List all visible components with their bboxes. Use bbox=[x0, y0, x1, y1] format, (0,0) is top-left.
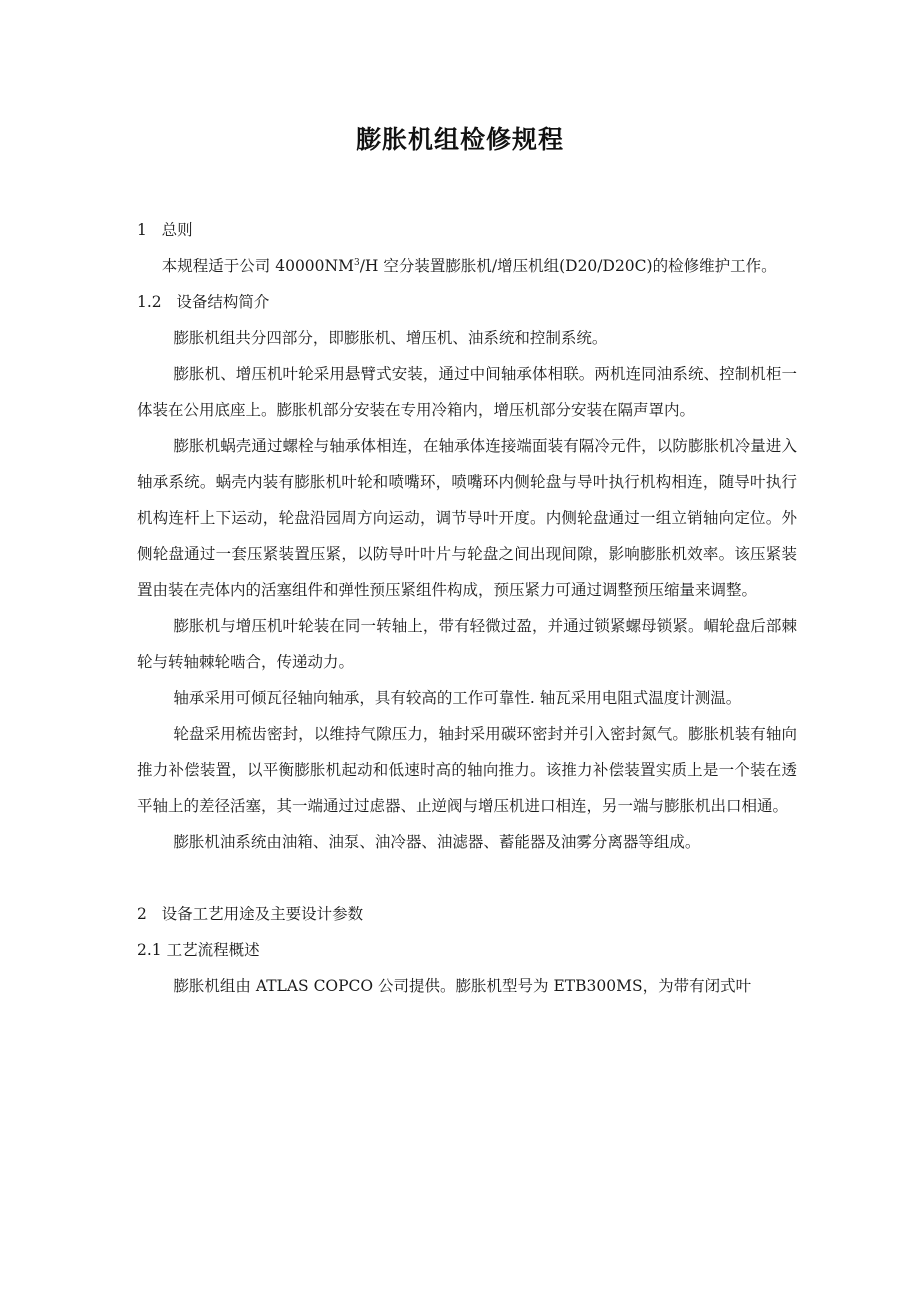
section-gap bbox=[137, 860, 797, 896]
section-2-heading: 2 设备工艺用途及主要设计参数 bbox=[137, 905, 364, 923]
paragraph-bearing: 轴承采用可倾瓦径轴向轴承，具有较高的工作可靠性. 轴瓦采用电阻式温度计测温。 bbox=[173, 689, 742, 707]
section-1-2-heading: 1.2 设备结构简介 bbox=[137, 293, 270, 311]
section-1-text-part1: 本规程适于公司 40000NM bbox=[161, 257, 354, 275]
paragraph-process-overview: 膨胀机组由 ATLAS COPCO 公司提供。膨胀机型号为 ETB300MS，为带有闭式叶 bbox=[173, 977, 752, 995]
document-body bbox=[137, 212, 797, 1004]
section-1-paragraph bbox=[137, 248, 797, 284]
paragraph-shaft-impeller: 膨胀机与增压机叶轮装在同一转轴上，带有轻微过盈，并通过锁紧螺母锁紧。嵋轮盘后部棘轮与转轴棘轮啮合，传递动力。 bbox=[137, 617, 797, 671]
superscript-3: 3 bbox=[353, 258, 360, 268]
document-title: 膨胀机组检修规程 bbox=[355, 125, 564, 154]
paragraph-impeller-mounting: 膨胀机、增压机叶轮采用悬臂式安装，通过中间轴承体相联。两机连同油系统、控制机柜一体装在公用底座上。膨胀机部分安装在专用冷箱内，增压机部分安装在隔声罩内。 bbox=[137, 365, 797, 419]
paragraph-volute-nozzle: 膨胀机蜗壳通过螺栓与轴承体相连，在轴承体连接端面装有隔冷元件，以防膨胀机冷量进入轴承系统。蜗壳内装有膨胀机叶轮和喷嘴环，喷嘴环内侧轮盘与导叶执行机构相连，随导叶执行机构连杆上下运动，轮盘沿园周方向运动，调节导叶开度。内侧轮盘通过一组立销轴向定位。外侧轮盘通过一套压紧装置压紧，以防导叶叶片与轮盘之间出现间隙，影响膨胀机效率。该压紧装置由装在壳体内的活塞组件和弹性预压紧组件构成，预压紧力可通过调整预压缩量来调整。 bbox=[137, 437, 797, 599]
paragraph-seal-thrust: 轮盘采用梳齿密封，以维持气隙压力，轴封采用碳环密封并引入密封氮气。膨胀机装有轴向推力补偿装置，以平衡膨胀机起动和低速时高的轴向推力。该推力补偿装置实质上是一个装在透平轴上的差径活塞，其一端通过过虑器、止逆阀与增压机进口相连，另一端与膨胀机出口相通。 bbox=[137, 725, 797, 815]
section-2-1-heading: 2.1 工艺流程概述 bbox=[137, 941, 260, 959]
paragraph-structure-overview: 膨胀机组共分四部分，即膨胀机、增压机、油系统和控制系统。 bbox=[173, 329, 608, 347]
section-1-text-part2: /H 空分装置膨胀机/增压机组(D20/D20C)的检修维护工作。 bbox=[359, 257, 777, 275]
section-1-heading: 1 总则 bbox=[137, 221, 193, 239]
paragraph-oil-system: 膨胀机油系统由油箱、油泵、油冷器、油滤器、蓄能器及油雾分离器等组成。 bbox=[173, 833, 701, 851]
